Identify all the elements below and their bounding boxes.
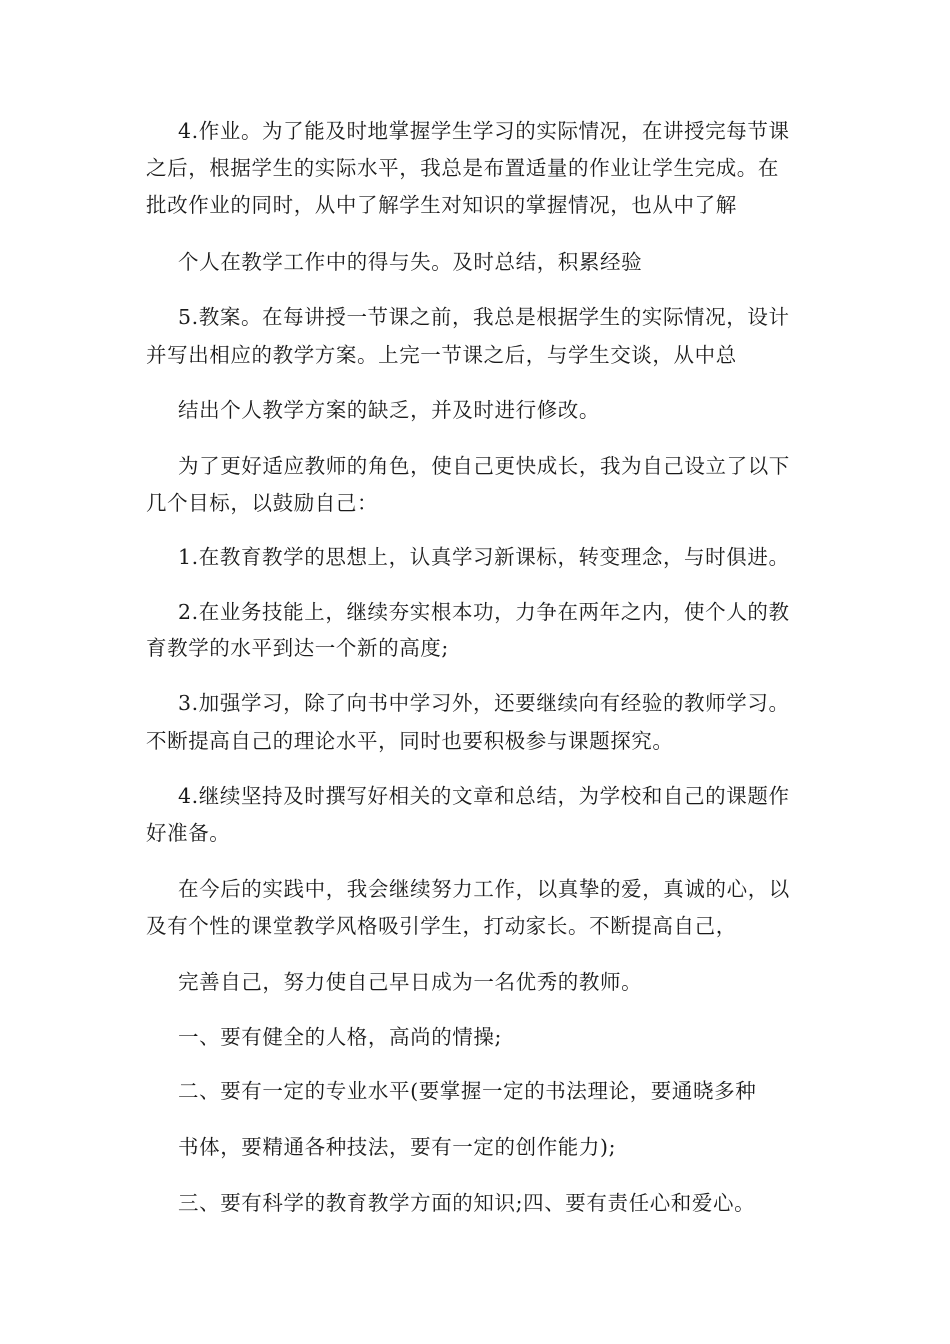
text-line: 不断提高自己的理论水平，同时也要积极参与课题探究。	[146, 729, 674, 753]
text-line: 为了更好适应教师的角色，使自己更快成长，我为自己设立了以下	[178, 454, 790, 478]
text-line: 一、要有健全的人格，高尚的情操;	[178, 1025, 503, 1049]
text-line: 及有个性的课堂教学风格吸引学生，打动家长。不断提高自己，	[146, 914, 737, 938]
text-line: 5.教案。在每讲授一节课之前，我总是根据学生的实际情况，设计	[178, 305, 790, 329]
text-line: 几个目标，以鼓励自己：	[146, 491, 379, 515]
text-line: 三、要有科学的教育教学方面的知识;四、要有责任心和爱心。	[178, 1191, 756, 1215]
text-line: 在今后的实践中，我会继续努力工作，以真挚的爱，真诚的心，以	[178, 877, 790, 901]
text-line: 3.加强学习，除了向书中学习外，还要继续向有经验的教师学习。	[178, 691, 790, 715]
text-line: 并写出相应的教学方案。上完一节课之后，与学生交谈，从中总	[146, 343, 737, 367]
text-line: 育教学的水平到达一个新的高度;	[146, 636, 449, 660]
text-line: 好准备。	[146, 821, 231, 845]
text-line: 批改作业的同时，从中了解学生对知识的掌握情况，也从中了解	[146, 193, 737, 217]
text-line: 1.在教育教学的思想上，认真学习新课标，转变理念，与时俱进。	[178, 545, 790, 569]
text-line: 2.在业务技能上，继续夯实根本功，力争在两年之内，使个人的教	[178, 600, 790, 624]
text-line: 书体，要精通各种技法，要有一定的创作能力);	[178, 1135, 617, 1159]
text-line: 二、要有一定的专业水平(要掌握一定的书法理论，要通晓多种	[178, 1079, 757, 1103]
text-line: 之后，根据学生的实际水平，我总是布置适量的作业让学生完成。在	[146, 156, 779, 180]
text-line: 个人在教学工作中的得与失。及时总结，积累经验	[178, 250, 643, 274]
text-line: 4.继续坚持及时撰写好相关的文章和总结，为学校和自己的课题作	[178, 784, 790, 808]
text-line: 4.作业。为了能及时地掌握学生学习的实际情况，在讲授完每节课	[178, 119, 790, 143]
text-line: 完善自己，努力使自己早日成为一名优秀的教师。	[178, 970, 643, 994]
text-line: 结出个人教学方案的缺乏，并及时进行修改。	[178, 398, 600, 422]
